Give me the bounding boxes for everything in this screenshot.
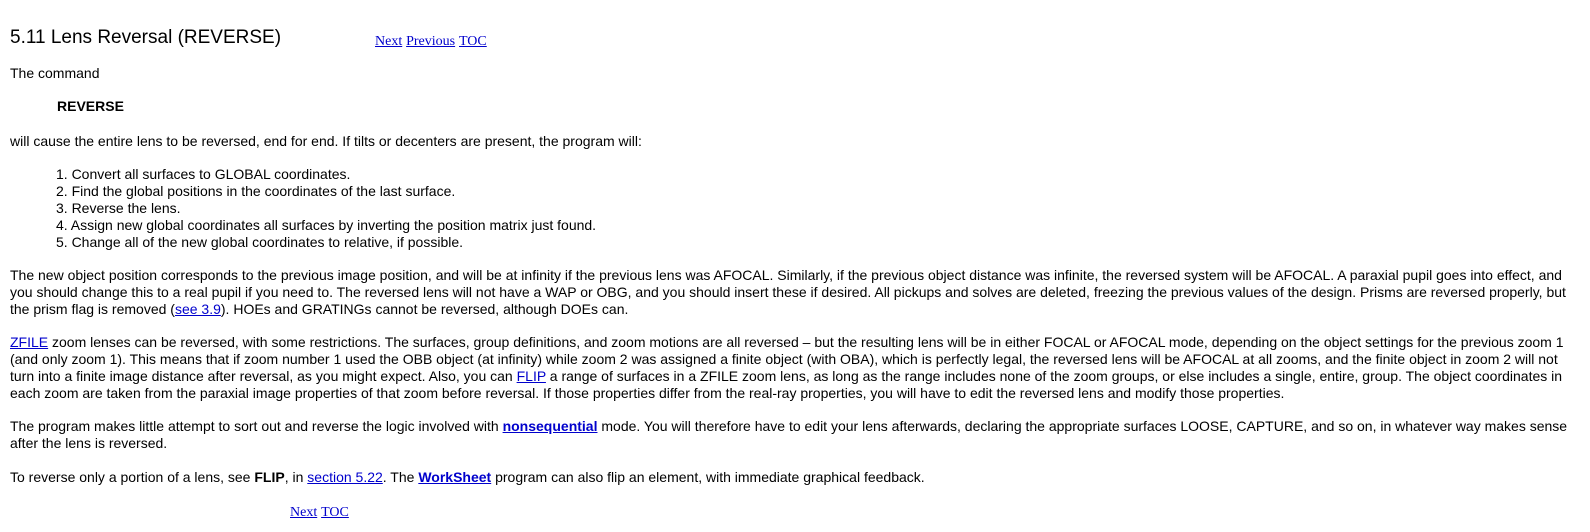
toc-link-bottom[interactable]: TOC — [321, 505, 349, 520]
previous-link[interactable]: Previous — [406, 34, 456, 49]
intro-text: The command — [10, 65, 100, 81]
paragraph-text: ). HOEs and GRATINGs cannot be reversed, although DOEs can. — [220, 301, 629, 317]
nonsequential-link[interactable]: nonsequential — [502, 418, 598, 434]
lead-text: will cause the entire lens to be reversed, end for end. If tilts or decenters are present, the program will: — [10, 133, 642, 149]
paragraph-text: The program makes little attempt to sort out and reverse the logic involved with — [10, 418, 503, 434]
paragraph-text: mode. You will therefore have to edit your lens afterwards, declaring the appropriate surfaces LOOSE, CAPTURE, and so on, in whatever way makes sense after the lens is reversed. — [10, 418, 1568, 451]
paragraph-zfile — [10, 334, 1570, 402]
zfile-link[interactable]: ZFILE — [10, 334, 49, 350]
paragraph-nonsequential — [10, 418, 1570, 452]
flip-link[interactable]: FLIP — [516, 368, 546, 384]
paragraph-text: The new object position corresponds to the previous image position, and will be at infinity if the previous lens was AFOCAL. Similarly, if the previous object distance was infinite, the reversed system will be AFOCAL. A paraxial pupil goes into effect, and you should change this to a real pupil if you need to. The reversed lens will not have a WAP or OBG, and you should insert these if desired. All pickups and solves are deleted, freezing the previous values of the design. Prisms are reversed properly, but the prism flag is removed ( — [10, 267, 1566, 317]
flip-command: FLIP — [254, 469, 285, 485]
next-link-bottom[interactable]: Next — [290, 505, 318, 520]
bottom-nav — [290, 503, 349, 521]
paragraph-text: . The — [382, 469, 419, 485]
steps-list — [56, 166, 596, 251]
section-5-22-link[interactable]: section 5.22 — [307, 469, 383, 485]
paragraph-text: program can also flip an element, with immediate graphical feedback. — [491, 469, 925, 485]
toc-link[interactable]: TOC — [459, 34, 487, 49]
paragraph-reverse-effects — [10, 267, 1570, 318]
list-item: 1. Convert all surfaces to GLOBAL coordinates. — [56, 166, 351, 182]
paragraph-text: zoom lenses can be reversed, with some restrictions. The surfaces, group definitions, and zoom motions are all reversed – but the resulting lens will be in either FOCAL or AFOCAL mode, depending on the object settings for the previous zoom 1 (and only zoom 1). This means that if zoom number 1 used the OBB object (at infinity) while zoom 2 was assigned a finite object (with OBA), which is perfectly legal, the reversed lens will be AFOCAL at all zooms, and the finite object in zoom 2 will not turn into a finite image distance after reversal, as you might expect. Also, you can — [10, 334, 1564, 384]
list-item: 2. Find the global positions in the coordinates of the last surface. — [56, 183, 456, 199]
next-link[interactable]: Next — [375, 34, 403, 49]
list-item: 3. Reverse the lens. — [56, 200, 181, 216]
top-nav — [375, 32, 487, 50]
list-item: 5. Change all of the new global coordinates to relative, if possible. — [56, 234, 464, 250]
see-3-9-link[interactable]: see 3.9 — [174, 301, 221, 317]
worksheet-link[interactable]: WorkSheet — [418, 469, 492, 485]
paragraph-text: To reverse only a portion of a lens, see — [10, 469, 255, 485]
paragraph-text: , in — [284, 469, 308, 485]
command-name: REVERSE — [57, 98, 124, 114]
paragraph-flip — [10, 469, 1570, 486]
paragraph-text: a range of surfaces in a ZFILE zoom lens, as long as the range includes none of the zoom groups, or else includes a single, entire, group. The object coordinates in each zoom are taken from the paraxial image properties of that zoom before reversal. If those properties differ from the real-ray properties, you will have to edit the reversed lens and modify those properties. — [10, 368, 1563, 401]
list-item: 4. Assign new global coordinates all surfaces by inverting the position matrix just found. — [56, 217, 597, 233]
page-title: 5.11 Lens Reversal (REVERSE) — [10, 27, 282, 48]
